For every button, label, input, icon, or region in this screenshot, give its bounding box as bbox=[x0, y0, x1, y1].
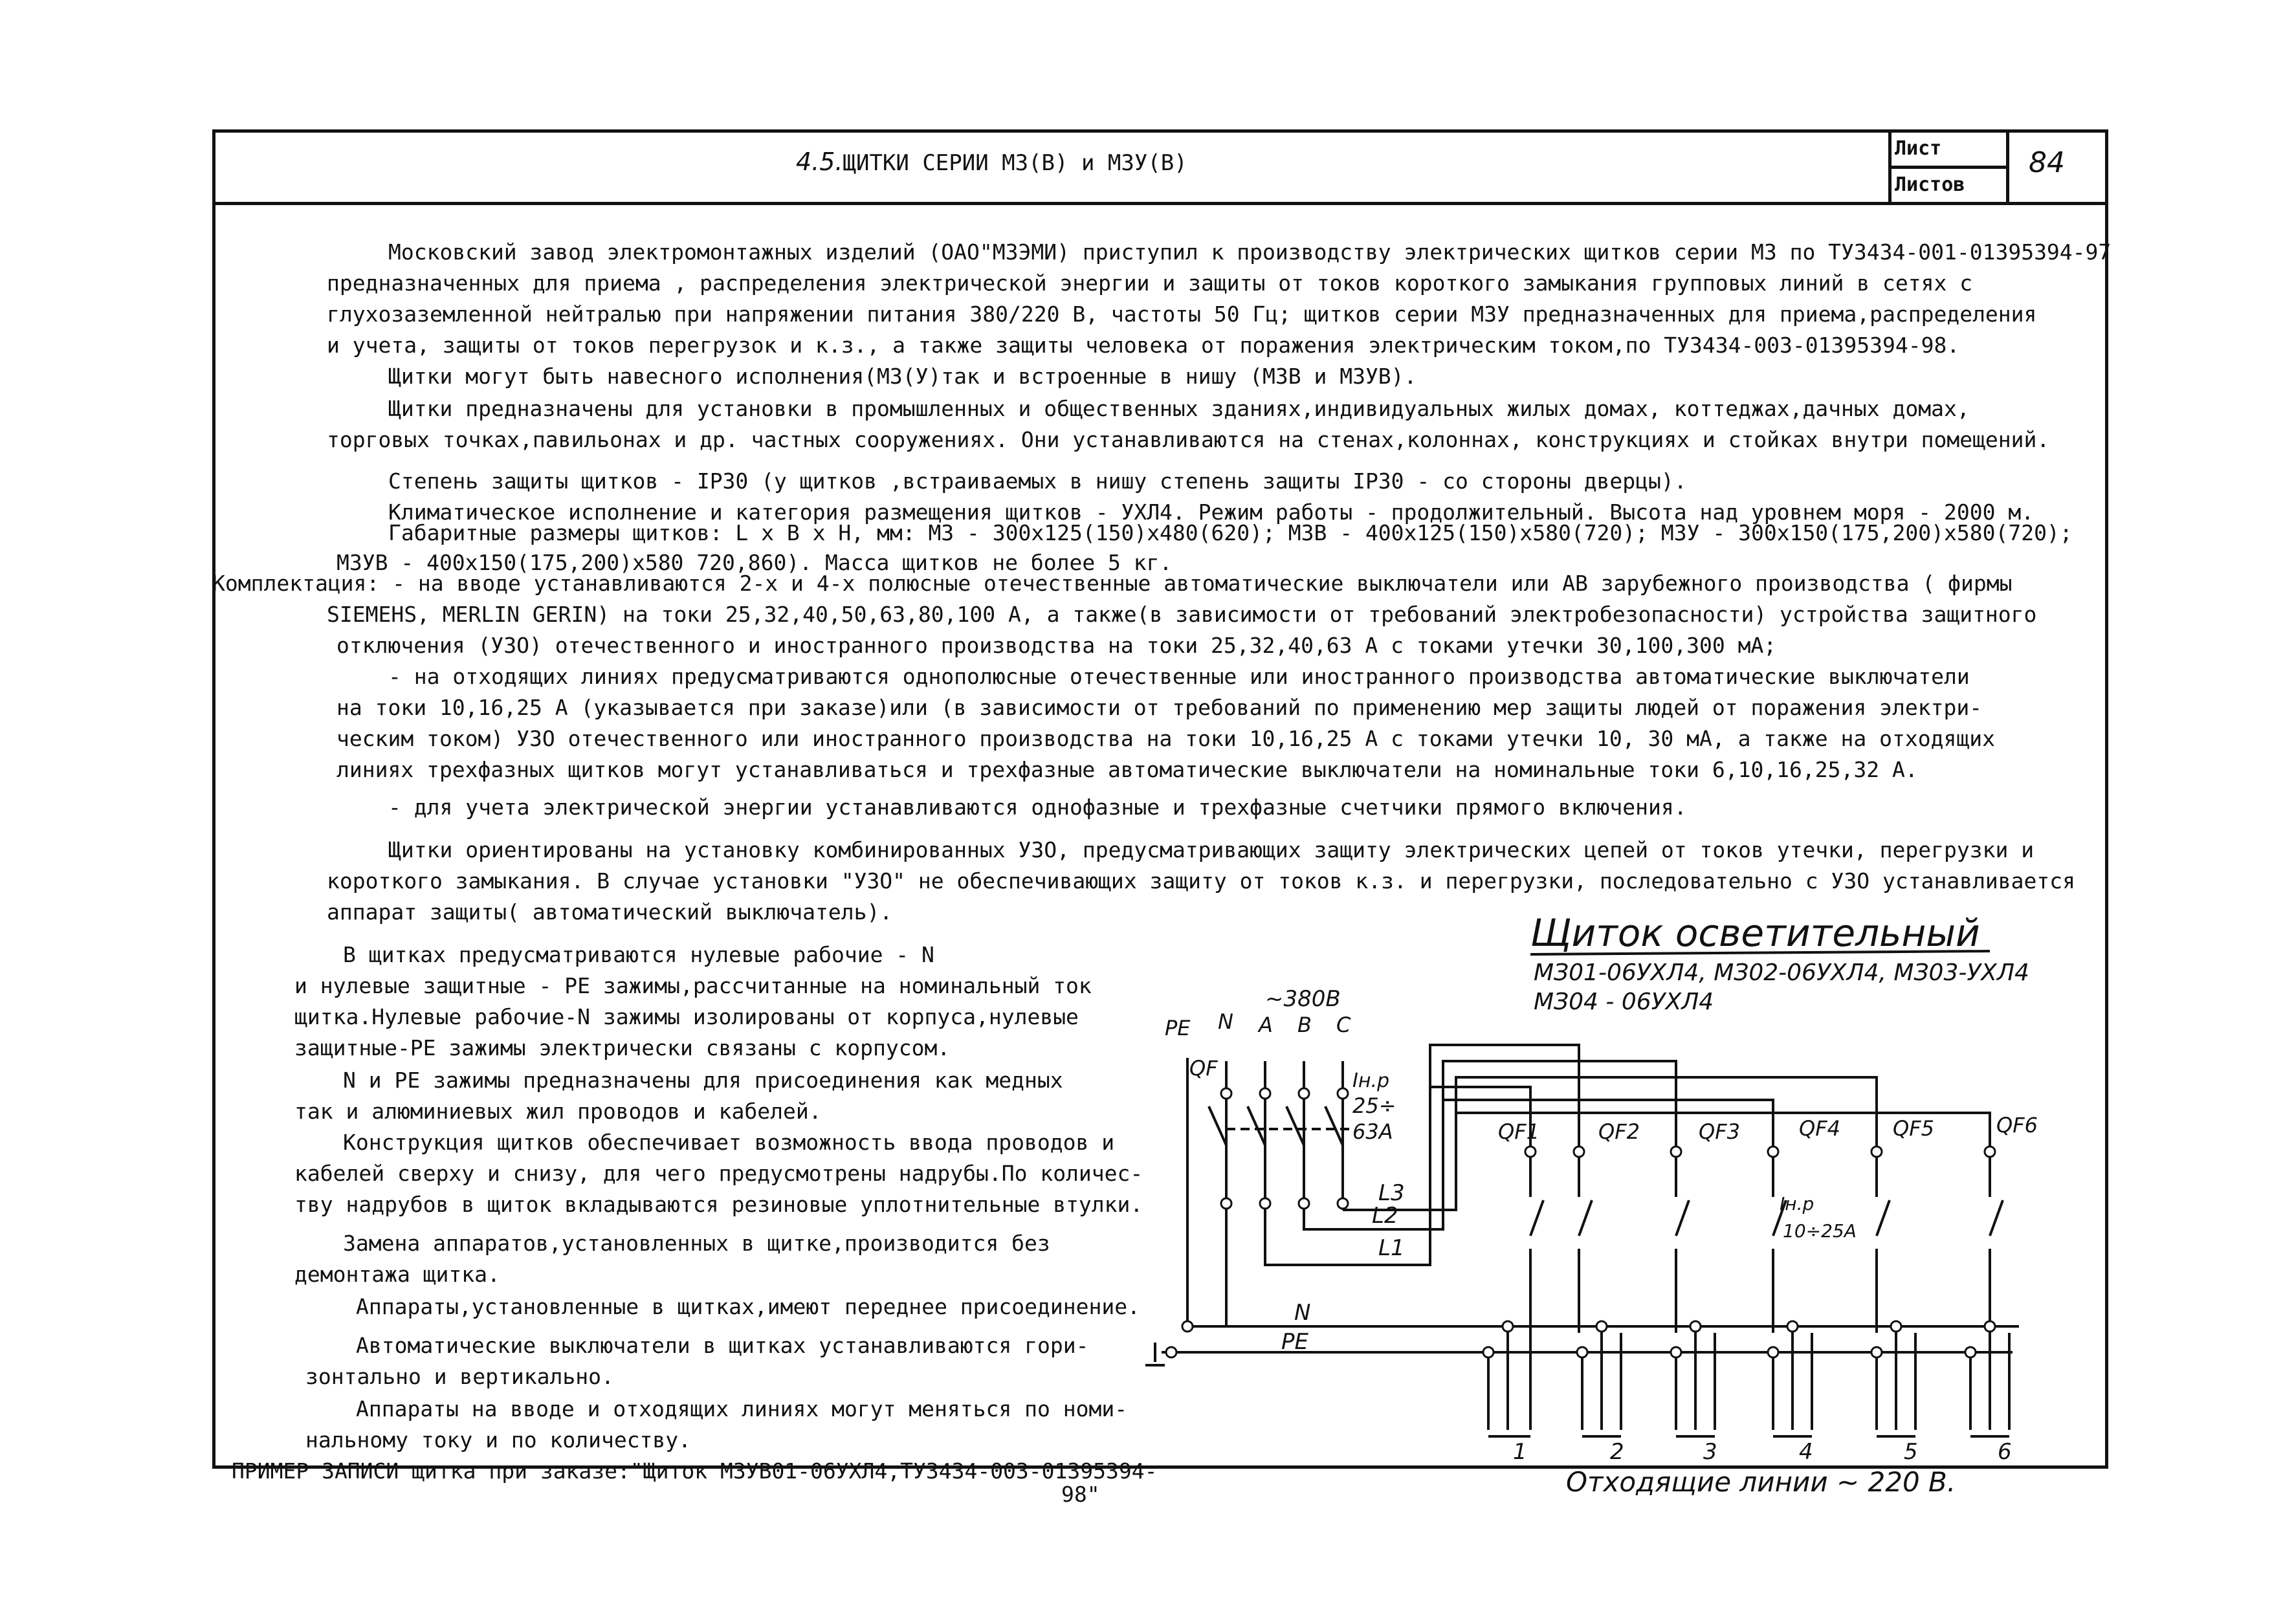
body-line-1: Московский завод электромонтажных изделий (ОАО"МЗЭМИ) приступил к производству электрических щитков серии МЗ по ТУ3434-001-01395394-97 bbox=[388, 239, 2112, 265]
output-1-label: 1 bbox=[1513, 1439, 1527, 1465]
output-4-label: 4 bbox=[1799, 1439, 1813, 1465]
node-a-top bbox=[1260, 1088, 1270, 1099]
n-label: N bbox=[1218, 1009, 1233, 1034]
node-out-n-4 bbox=[1787, 1321, 1798, 1332]
node-out-pe-3 bbox=[1671, 1347, 1681, 1357]
body-line-2: предназначенных для приема , распределения электрической энергии и защиты от токов короткого замыкания групповых линий в сетях с bbox=[327, 270, 1973, 296]
diagram-models-2: МЗ04 - 06УХЛ4 bbox=[1534, 989, 1714, 1015]
node-out-pe-6 bbox=[1965, 1347, 1976, 1357]
qf5-label: QF5 bbox=[1893, 1116, 1934, 1141]
diagram-title: Щиток осветительный bbox=[1530, 911, 1980, 955]
left-line-12: Аппараты,установленные в щитках,имеют переднее присоединение. bbox=[356, 1294, 1140, 1319]
body-line-8: Степень защиты щитков - IP30 (у щитков ,встраиваемых в нишу степень защиты IP30 - со стороны дверцы). bbox=[388, 468, 1687, 494]
qf2-label: QF2 bbox=[1598, 1119, 1640, 1144]
body-line-22: аппарат защиты( автоматический выключатель). bbox=[327, 899, 893, 925]
node-n-top bbox=[1221, 1088, 1231, 1099]
node-c-bottom bbox=[1338, 1198, 1348, 1209]
body-line-21: короткого замыкания. В случае установки "УЗО" не обеспечивающих защиту от токов к.з. и перегрузки, последовательно с УЗО устанавливается bbox=[327, 868, 2076, 894]
n-bus-label: N bbox=[1294, 1300, 1311, 1326]
left-line-1: В щитках предусматриваются нулевые рабочие - N bbox=[343, 942, 934, 967]
body-line-13: SIEMEHS, MERLIN GERIN) на токи 25,32,40,50,63,80,100 А, а также(в зависимости от требований электробезопасности) устройства защитного bbox=[327, 602, 2037, 627]
in-max-label: 63А bbox=[1352, 1119, 1393, 1144]
left-line-13: Автоматические выключатели в щитках устанавливаются гори- bbox=[356, 1333, 1089, 1358]
left-line-18: 98" bbox=[1061, 1482, 1100, 1507]
node-qf5-top bbox=[1871, 1147, 1882, 1157]
body-line-10: Габаритные размеры щитков: L x B x H, мм: МЗ - 300x125(150)x480(620); МЗВ - 400x125(150)x580(720); МЗУ - 300x150(175,200)x580(720); bbox=[388, 520, 2073, 545]
node-qf3-top bbox=[1671, 1147, 1681, 1157]
node-qf4-top bbox=[1768, 1147, 1778, 1157]
left-line-16: нальному току и по количеству. bbox=[305, 1427, 692, 1453]
body-line-7: торговых точках,павильонах и др. частных сооружениях. Они устанавливаются на стенах,колоннах, конструкциях и стойках внутри помещений. bbox=[327, 427, 2050, 452]
left-line-5: N и РЕ зажимы предназначены для присоединения как медных bbox=[343, 1068, 1063, 1093]
l2-label: L2 bbox=[1372, 1203, 1398, 1229]
qf-contact-n bbox=[1209, 1106, 1226, 1145]
output-5-label: 5 bbox=[1904, 1439, 1918, 1465]
qf3-label: QF3 bbox=[1699, 1119, 1740, 1144]
body-line-3: глухозаземленной нейтралью при напряжении питания 380/220 В, частоты 50 Гц; щитков серии МЗУ предназначенных для приема,распределения bbox=[327, 302, 2037, 327]
qf1-label: QF1 bbox=[1498, 1119, 1539, 1144]
left-line-14: зонтально и вертикально. bbox=[305, 1364, 614, 1389]
node-qf1-top bbox=[1525, 1147, 1536, 1157]
node-out-n-2 bbox=[1596, 1321, 1607, 1332]
out-rating-label: Iн.р bbox=[1780, 1193, 1814, 1214]
sheet-number: 84 bbox=[2029, 146, 2065, 179]
output-2-label: 2 bbox=[1610, 1439, 1624, 1465]
left-line-9: тву надрубов в щиток вкладываются резиновые уплотнительные втулки. bbox=[294, 1192, 1143, 1217]
node-b-top bbox=[1299, 1088, 1309, 1099]
node-out-n-3 bbox=[1690, 1321, 1701, 1332]
outputs-caption: Отходящие линии ~ 220 В. bbox=[1566, 1466, 1956, 1498]
left-line-3: щитка.Нулевые рабочие-N зажимы изолированы от корпуса,нулевые bbox=[294, 1004, 1079, 1029]
qf6-wire bbox=[1990, 1139, 2003, 1333]
left-line-7: Конструкция щитков обеспечивает возможность ввода проводов и bbox=[343, 1130, 1115, 1155]
body-line-17: ческим током) УЗО отечественного или иностранного производства на токи 10,16,25 А с токами утечки 10, 30 мА, а также на отходящих bbox=[336, 726, 1995, 751]
pe-label: PE bbox=[1165, 1016, 1191, 1040]
node-out-n-5 bbox=[1891, 1321, 1901, 1332]
body-line-18: линиях трехфазных щитков могут устанавливаться и трехфазные автоматические выключатели на номинальные токи 6,10,16,25,32 А. bbox=[336, 757, 1918, 782]
node-a-bottom bbox=[1260, 1198, 1270, 1209]
out-range-label: 10÷25А bbox=[1783, 1220, 1857, 1242]
in-rating-label: Iн.р bbox=[1352, 1070, 1390, 1092]
left-line-8: кабелей сверху и снизу, для чего предусмотрены надрубы.По количес- bbox=[294, 1161, 1143, 1186]
node-qf2-top bbox=[1574, 1147, 1584, 1157]
node-c-top bbox=[1338, 1088, 1348, 1099]
phase-c-label: C bbox=[1336, 1013, 1351, 1037]
qf2-wire bbox=[1579, 1139, 1592, 1333]
qf1-wire bbox=[1530, 1139, 1543, 1333]
node-out-pe-1 bbox=[1483, 1347, 1494, 1357]
section-number: 4.5. bbox=[796, 148, 843, 176]
output-3-label: 3 bbox=[1703, 1439, 1717, 1465]
body-line-16: на токи 10,16,25 А (указывается при заказе)или (в зависимости от требований по применению мер защиты людей от поражения электри- bbox=[336, 695, 1983, 720]
l1-label: L1 bbox=[1378, 1235, 1405, 1261]
l3-label: L3 bbox=[1378, 1180, 1405, 1206]
node-pe bbox=[1182, 1321, 1193, 1332]
body-line-20: Щитки ориентированы на установку комбинированных УЗО, предусматривающих защиту электрических цепей от токов утечки, перегрузки и bbox=[388, 837, 2035, 862]
node-b-bottom bbox=[1299, 1198, 1309, 1209]
node-qf6-top bbox=[1985, 1147, 1995, 1157]
body-line-9: Климатическое исполнение и категория размещения щитков - УХЛ4. Режим работы - продолжительный. Высота над уровнем моря - 2000 м. bbox=[388, 499, 2035, 525]
left-line-11: демонтажа щитка. bbox=[294, 1262, 500, 1287]
pe-bus-label: PE bbox=[1281, 1329, 1308, 1355]
body-line-15: - на отходящих линиях предусматриваются однополюсные отечественные или иностранного производства автоматические выключатели bbox=[388, 664, 1970, 689]
sheet-label: Лист bbox=[1895, 137, 1942, 160]
body-line-11: МЗУВ - 400x150(175,200)x580 720,860). Масса щитков не более 5 кг. bbox=[336, 550, 1173, 575]
section-title: ЩИТКИ СЕРИИ МЗ(В) и МЗУ(В) bbox=[843, 150, 1187, 176]
output-6-label: 6 bbox=[1998, 1439, 2012, 1465]
qf-label: QF bbox=[1189, 1056, 1218, 1081]
left-line-6: так и алюминиевых жил проводов и кабелей. bbox=[294, 1099, 822, 1124]
output-lines bbox=[1488, 1326, 2009, 1430]
diagram-models-1: МЗ01-06УХЛ4, МЗ02-06УХЛ4, МЗ03-УХЛ4 bbox=[1534, 960, 2029, 986]
qf4-label: QF4 bbox=[1799, 1116, 1840, 1141]
left-line-2: и нулевые защитные - РЕ зажимы,рассчитанные на номинальный ток bbox=[294, 973, 1092, 998]
qf5-wire bbox=[1877, 1139, 1890, 1333]
node-out-pe-5 bbox=[1871, 1347, 1882, 1357]
phase-b-label: B bbox=[1297, 1013, 1312, 1037]
left-line-4: защитные-РЕ зажимы электрически связаны с корпусом. bbox=[294, 1035, 951, 1060]
node-out-n-6 bbox=[1985, 1321, 1995, 1332]
node-out-pe-2 bbox=[1577, 1347, 1587, 1357]
voltage-label: ~380В bbox=[1265, 986, 1341, 1012]
node-out-n-1 bbox=[1503, 1321, 1513, 1332]
node-pe-earth bbox=[1166, 1347, 1176, 1357]
body-line-6: Щитки предназначены для установки в промышленных и общественных зданиях,индивидуальных жилых домах, коттеджах,дачных домах, bbox=[388, 396, 1970, 421]
body-line-19: - для учета электрической энергии устанавливаются однофазные и трехфазные счетчики прямого включения. bbox=[388, 795, 1687, 820]
body-line-12: Комплектация: - на вводе устанавливаются 2-х и 4-х полюсные отечественные автоматические выключатели или АВ зарубежного производства ( фирмы bbox=[212, 571, 2013, 596]
node-out-pe-4 bbox=[1768, 1347, 1778, 1357]
left-line-15: Аппараты на вводе и отходящих линиях могут меняться по номи- bbox=[356, 1396, 1128, 1421]
node-n-bottom bbox=[1221, 1198, 1231, 1209]
body-line-5: Щитки могут быть навесного исполнения(МЗ(У)так и встроенные в нишу (МЗВ и МЗУВ). bbox=[388, 364, 1417, 389]
qf-contact-a bbox=[1248, 1106, 1265, 1145]
qf-contact-c bbox=[1325, 1106, 1343, 1145]
in-range-label: 25÷ bbox=[1352, 1093, 1396, 1118]
sheets-label: Листов bbox=[1895, 173, 1965, 196]
body-line-4: и учета, защиты от токов перегрузок и к.з., а также защиты человека от поражения электрическим током,по ТУ3434-003-01395394-98. bbox=[327, 333, 1960, 358]
qf3-wire bbox=[1676, 1139, 1689, 1333]
earth-symbol bbox=[1145, 1343, 1165, 1365]
phase-a-label: A bbox=[1259, 1013, 1273, 1037]
left-line-17: ПРИМЕР ЗАПИСИ щитка при заказе:"Щиток МЗУВ01-06УХЛ4,ТУ3434-003-01395394- bbox=[232, 1458, 1158, 1484]
left-line-10: Замена аппаратов,установленных в щитке,производится без bbox=[343, 1231, 1050, 1256]
body-line-14: отключения (УЗО) отечественного и иностранного производства на токи 25,32,40,63 А с токами утечки 30,100,300 мА; bbox=[336, 633, 1777, 658]
qf6-label: QF6 bbox=[1996, 1113, 2038, 1137]
qf-contact-b bbox=[1286, 1106, 1304, 1145]
